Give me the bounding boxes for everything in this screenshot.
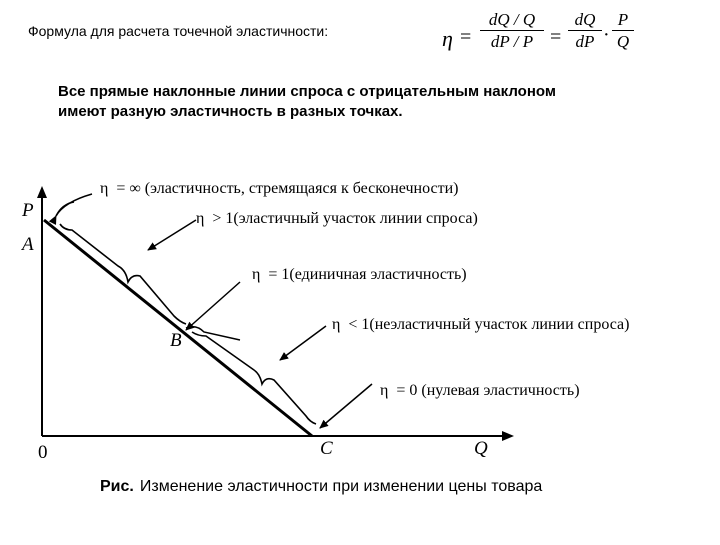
pointer-infinite-elasticity (56, 202, 74, 216)
pointer-unit-elasticity (186, 282, 240, 330)
pointer-elastic-segment (148, 220, 196, 250)
statement-line-2: имеют разную эластичность в разных точках. (58, 103, 403, 120)
annotation-1-eta: η (100, 180, 109, 197)
pointer-zero-elasticity (320, 384, 372, 428)
formula-dot: · (603, 24, 610, 46)
annotation-2-eta: η (196, 210, 205, 227)
annotation-infinite-elasticity (100, 180, 459, 198)
pointer-inelastic-segment (280, 326, 326, 360)
annotation-2-text: > 1(эластичный участок линии спроса) (212, 210, 478, 227)
annotation-1-text: = ∞ (эластичность, стремящаяся к бесконечности) (116, 180, 459, 197)
formula-fraction-1-denominator: dP / P (490, 32, 534, 51)
formula-equals-2: = (550, 26, 562, 48)
formula-eta: η (442, 26, 453, 51)
point-label-a: A (22, 234, 34, 255)
figure-caption (100, 478, 542, 496)
statement-line-1: Все прямые наклонные линии спроса с отрицательным наклоном (58, 83, 556, 100)
formula-fraction-2-numerator: dQ (568, 10, 602, 31)
elasticity-statement (58, 82, 698, 122)
caption-text: Изменение эластичности при изменении цены товара (139, 478, 543, 495)
formula-fraction-3 (612, 10, 634, 53)
price-axis-arrow (37, 186, 47, 198)
point-label-c: C (320, 438, 333, 459)
formula-fraction-2 (568, 10, 602, 53)
quantity-axis-arrow (502, 431, 514, 441)
pointer-infinite-line (56, 194, 92, 216)
formula-fraction-3-numerator: P (612, 10, 634, 31)
formula-fraction-1 (480, 10, 544, 53)
annotation-3-eta: η (252, 266, 261, 283)
annotation-3-text: = 1(единичная эластичность) (268, 266, 467, 283)
annotation-4-eta: η (332, 316, 341, 333)
origin-label: 0 (38, 442, 48, 463)
annotation-elastic-segment (196, 210, 478, 228)
point-label-b: B (170, 330, 182, 351)
brace-elastic-segment (60, 224, 186, 324)
formula-fraction-2-denominator: dP (575, 32, 595, 51)
formula-label: Формула для расчета точечной эластичности: (28, 23, 329, 39)
formula-fraction-1-numerator: dQ / Q (480, 10, 544, 31)
annotation-5-eta: η (380, 382, 389, 399)
axis-label-q: Q (474, 438, 488, 459)
axis-label-p: P (22, 200, 34, 221)
annotation-4-text: < 1(неэластичный участок линии спроса) (348, 316, 630, 333)
annotation-zero-elasticity (380, 382, 580, 400)
formula-equals-1: = (460, 26, 472, 48)
demand-line (44, 220, 312, 436)
caption-prefix: Рис. (100, 478, 134, 495)
elasticity-formula (440, 6, 640, 66)
brace-inelastic-segment (192, 332, 316, 424)
formula-fraction-3-denominator: Q (616, 32, 630, 51)
annotation-5-text: = 0 (нулевая эластичность) (396, 382, 580, 399)
annotation-unit-elasticity (252, 266, 467, 284)
annotation-inelastic-segment (332, 316, 629, 334)
